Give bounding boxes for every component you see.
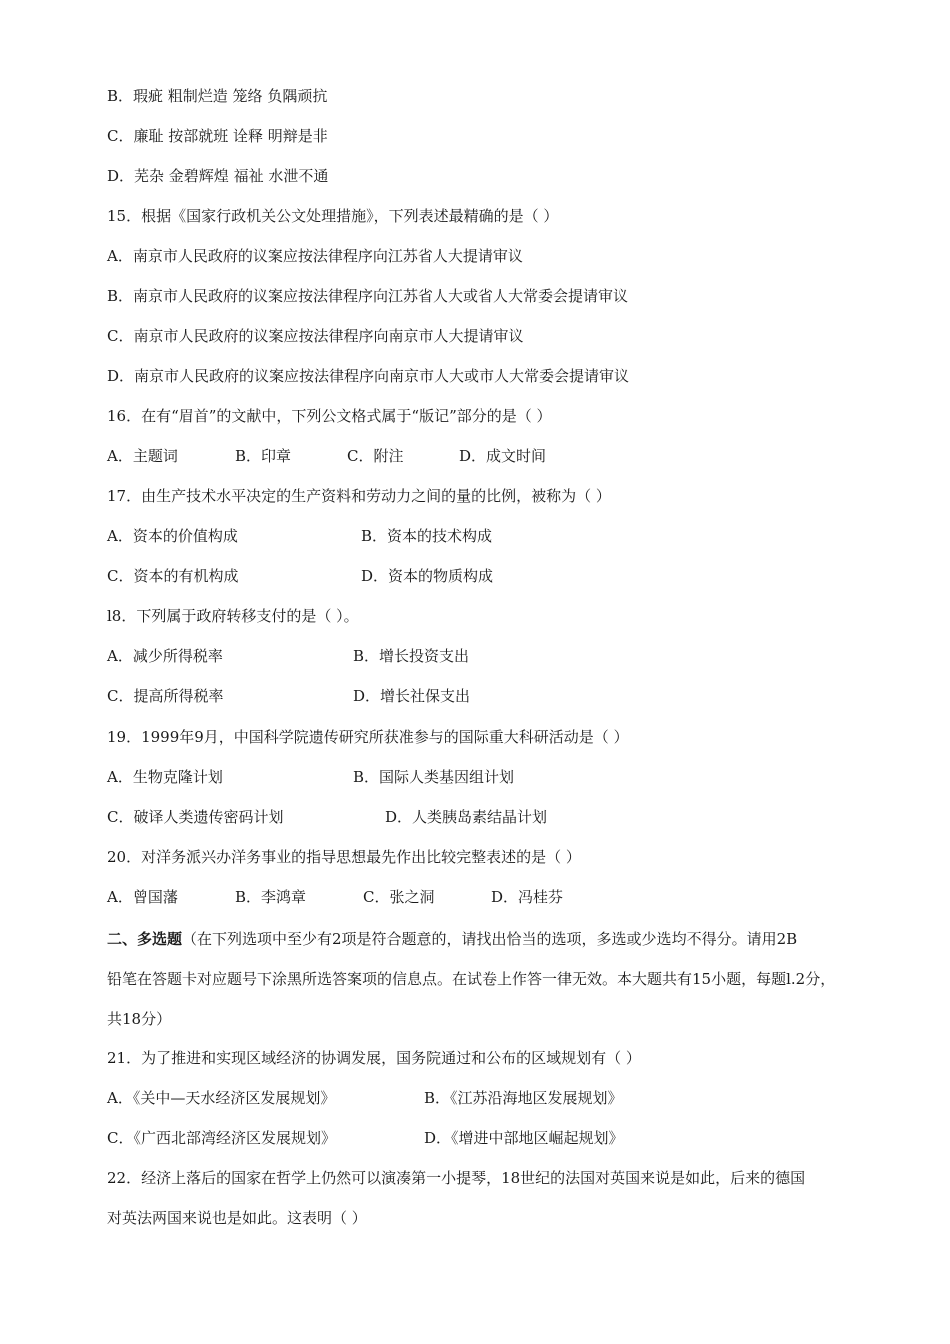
q16-option-a: A．主题词 <box>107 447 178 465</box>
section2-note-line3: 共18分） <box>107 1010 172 1028</box>
q17-option-a: A．资本的价值构成 <box>107 527 238 545</box>
section2-note-line2: 铅笔在答题卡对应题号下涂黑所选答案项的信息点。在试卷上作答一律无效。本大题共有15小题，每题l.2分， <box>107 970 836 988</box>
q16-option-c: C．附注 <box>347 447 404 465</box>
q21-option-b: B．《江苏沿海地区发展规划》 <box>424 1089 623 1107</box>
q16-stem: 16．在有“眉首”的文献中，下列公文格式属于“版记”部分的是（ ） <box>107 407 552 425</box>
q15-stem: 15．根据《国家行政机关公文处理措施》，下列表述最精确的是（ ） <box>107 207 559 225</box>
q17-option-c: C．资本的有机构成 <box>107 567 239 585</box>
q21-option-c: C．《广西北部湾经济区发展规划》 <box>107 1129 336 1147</box>
q15-option-b: B．南京市人民政府的议案应按法律程序向江苏省人大或省人大常委会提请审议 <box>107 287 629 305</box>
q15-option-a: A．南京市人民政府的议案应按法律程序向江苏省人大提请审议 <box>107 247 523 265</box>
section2-note-line1: （在下列选项中至少有2项是符合题意的，请找出恰当的选项，多选或少选均不得分。请用2B <box>182 930 798 948</box>
q22-stem-line1: 22．经济上落后的国家在哲学上仍然可以演凑第一小提琴，18世纪的法国对英国来说是如此，后来的德国 <box>107 1169 806 1187</box>
q19-option-b: B．国际人类基因组计划 <box>353 768 515 786</box>
q22-stem-line2: 对英法两国来说也是如此。这表明（ ） <box>107 1209 367 1227</box>
q17-option-d: D．资本的物质构成 <box>361 567 494 585</box>
q18-stem: l8．下列属于政府转移支付的是（ ）。 <box>107 607 359 625</box>
q15-option-d: D．南京市人民政府的议案应按法律程序向南京市人大或市人大常委会提请审议 <box>107 367 630 385</box>
q20-stem: 20．对洋务派兴办洋务事业的指导思想最先作出比较完整表述的是（ ） <box>107 848 581 866</box>
q14-option-b: B．瑕疵 粗制烂造 笼络 负隅顽抗 <box>107 87 328 105</box>
q18-option-d: D．增长社保支出 <box>353 687 471 705</box>
q18-option-a: A．减少所得税率 <box>107 647 223 665</box>
q16-option-b: B．印章 <box>235 447 292 465</box>
q19-option-d: D．人类胰岛素结晶计划 <box>385 808 548 826</box>
q19-option-c: C．破译人类遗传密码计划 <box>107 808 284 826</box>
q21-option-a: A．《关中—天水经济区发展规划》 <box>107 1089 336 1107</box>
q20-option-d: D．冯桂芬 <box>491 888 564 906</box>
q19-option-a: A．生物克隆计划 <box>107 768 223 786</box>
q20-option-b: B．李鸿章 <box>235 888 307 906</box>
q19-stem: 19．1999年9月，中国科学院遗传研究所获准参与的国际重大科研活动是（ ） <box>107 728 629 746</box>
q17-option-b: B．资本的技术构成 <box>361 527 493 545</box>
q18-option-c: C．提高所得税率 <box>107 687 224 705</box>
section2-header <box>107 929 797 949</box>
q20-option-c: C．张之洞 <box>363 888 435 906</box>
q21-stem: 21．为了推进和实现区域经济的协调发展，国务院通过和公布的区域规划有（ ） <box>107 1049 641 1067</box>
section2-title: 二、多选题 <box>107 930 183 948</box>
q18-option-b: B．增长投资支出 <box>353 647 470 665</box>
q20-option-a: A．曾国藩 <box>107 888 178 906</box>
q14-option-d: D．芜杂 金碧辉煌 福祉 水泄不通 <box>107 167 329 185</box>
q14-option-c: C．廉耻 按部就班 诠释 明辩是非 <box>107 127 328 145</box>
q16-option-d: D．成文时间 <box>459 447 547 465</box>
q21-option-d: D．《增进中部地区崛起规划》 <box>424 1129 624 1147</box>
q15-option-c: C．南京市人民政府的议案应按法律程序向南京市人大提请审议 <box>107 327 524 345</box>
q17-stem: 17．由生产技术水平决定的生产资料和劳动力之间的量的比例，被称为（ ） <box>107 487 611 505</box>
